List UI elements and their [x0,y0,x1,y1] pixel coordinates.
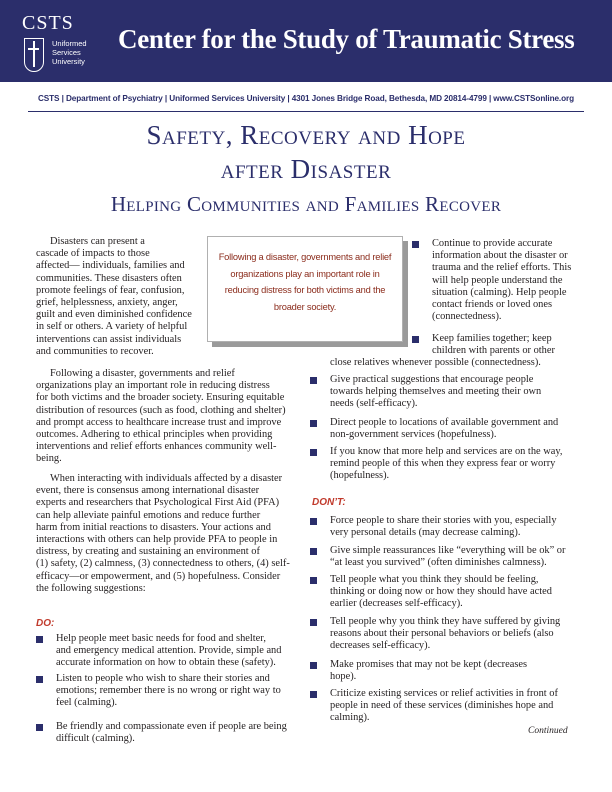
intro-paragraph-1: Disasters can present a cascade of impacts to those affected— individuals, families and communities. These disasters often promote feelings of fear, confusion, grief, helplessness, anxiety, anger, guilt and even diminished confidence in self or others. A variety of helpful interventions can assist individuals and communities to recover. [36,236,192,357]
bullet-square-icon [310,377,317,384]
bullet-square-icon [310,662,317,669]
bullet-square-icon [412,241,419,248]
do-heading: DO: [36,618,55,629]
doc-title-line2: after Disaster [220,154,392,184]
doc-title-line1: Safety, Recovery and Hope [146,120,466,150]
dont-heading: DON’T: [312,497,346,508]
logo-text: CSTS [22,12,74,34]
bullet-square-icon [310,691,317,698]
bullet-square-icon [310,518,317,525]
bullet-square-icon [310,420,317,427]
callout-box: Following a disaster, governments and relief organizations play an important role in reducing distress for both victims and the broader society. [207,236,403,342]
intro-paragraph-3: When interacting with individuals affected by a disaster event, there is consensus among international disaster experts and researchers that Psychological First Aid (PFA) can help alleviate painful emotions and reduce further harm from initial reactions to disasters. Your actions and interactions with others can help provide PFA to people in distress, by creating and sustaining an environment of (1) safety, (2) calmness, (3) connectedness to others, (4) self- efficacy—or empowerment, and (5) hopefulness. Consider the following suggestions: [36,473,290,594]
doc-subtitle: Helping Communities and Families Recover [110,192,502,216]
bullet-square-icon [310,619,317,626]
divider [28,111,584,112]
continued-label: Continued [528,726,568,736]
logo-seal-icon [24,38,44,72]
csts-logo [22,12,104,72]
bullet-square-icon [36,724,43,731]
header-banner [0,0,612,82]
address-line: CSTS | Department of Psychiatry | Uniformed Services University | 4301 Jones Bridge Road, Bethesda, MD 20814-4799 | www.CSTSonline.org [37,94,574,103]
bullet-square-icon [310,548,317,555]
bullet-square-icon [36,636,43,643]
logo-subtext: Uniformed Services University [52,39,87,66]
intro-paragraph-2: Following a disaster, governments and relief organizations play an important role in reducing distress for both victims and the broader society. Ensuring equitable distribution of resources (such as food, clothing and shelter) and prompt access to healthcare increase trust and improve outcomes. Adhering to ethical principles when providing interventions and relief efforts enhances community well- being. [36,368,286,465]
bullet-square-icon [412,336,419,343]
bullet-square-icon [36,676,43,683]
wrap-line: close relatives whenever possible (connectedness). [330,357,541,368]
banner-title: Center for the Study of Traumatic Stress [118,24,575,54]
bullet-square-icon [310,577,317,584]
bullet-square-icon [310,449,317,456]
